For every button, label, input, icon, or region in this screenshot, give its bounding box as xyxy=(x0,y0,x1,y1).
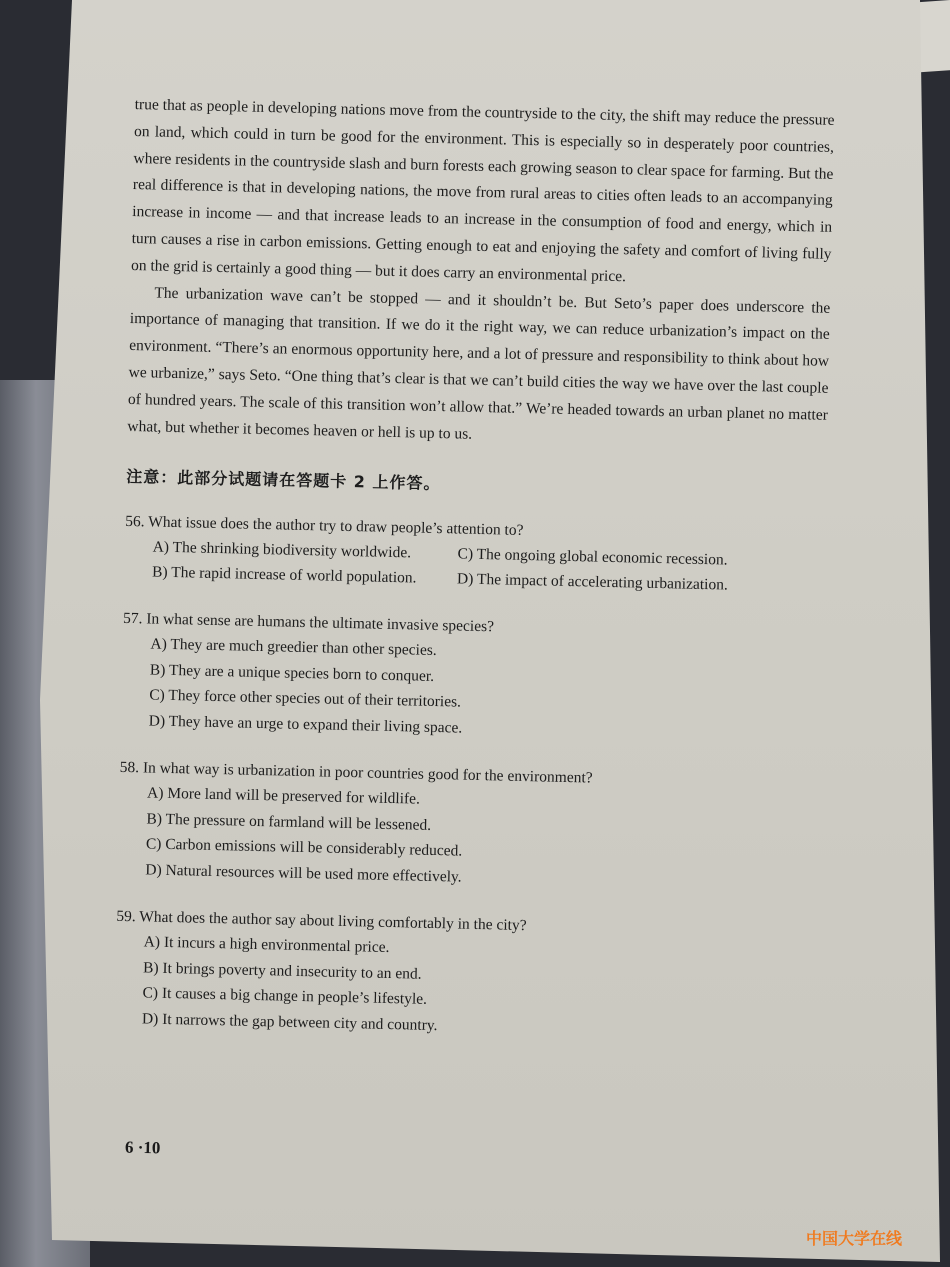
option-a: A) They are much greedier than other species. xyxy=(150,635,437,660)
passage-paragraph-2: The urbanization wave can’t be stopped — and it shouldn’t be. But Seto’s paper does underscore the importance of managing that transition. If we do it the right way, we can reduce urbanization’s impact on the environment. “There’s an enormous opportunity here, and a lot of pressure and responsibility to think about how we urbanize,” says Seto. “One thing that’s clear is that we can’t build cities the way we have over the last couple of hundred years. The scale of this transition won’t allow that.” We’re headed towards an urban planet no matter what, but whether it becomes heaven or hell is up to us. xyxy=(127,284,831,443)
page-number: 6 ·10 xyxy=(124,1137,161,1158)
page-content xyxy=(114,92,835,1047)
option-c: C) The ongoing global economic recession. xyxy=(457,545,728,569)
option-a: A) The shrinking biodiversity worldwide. xyxy=(152,538,412,562)
question-59 xyxy=(114,904,817,1047)
question-stem: 59. What does the author say about living comfortably in the city? xyxy=(116,908,527,935)
option-a: A) More land will be preserved for wildlife. xyxy=(146,784,421,809)
option-b: B) The rapid increase of world population. xyxy=(151,563,417,587)
option-c: C) Carbon emissions will be considerably reduced. xyxy=(145,835,463,860)
option-a: A) It incurs a high environmental price. xyxy=(143,933,390,957)
option-d: D) Natural resources will be used more effectively. xyxy=(145,861,462,886)
option-c: C) It causes a big change in people’s lifestyle. xyxy=(142,984,428,1009)
option-b: B) The pressure on farmland will be lessened. xyxy=(146,810,432,834)
question-56 xyxy=(124,509,826,600)
option-b: B) It brings poverty and insecurity to an end. xyxy=(142,959,422,983)
question-options xyxy=(148,632,822,749)
question-options xyxy=(142,930,816,1047)
question-stem: 58. In what way is urbanization in poor countries good for the environment? xyxy=(119,759,593,787)
question-stem: 57. In what sense are humans the ultimate invasive species? xyxy=(122,610,495,636)
option-d: D) It narrows the gap between city and country. xyxy=(141,1010,438,1034)
site-watermark: 中国大学在线 xyxy=(806,1229,903,1248)
option-c: C) They force other species out of their territories. xyxy=(149,686,462,711)
answer-sheet-notice: 注意：此部分试题请在答题卡 2 上作答。 xyxy=(126,467,441,494)
option-d: D) The impact of accelerating urbanization. xyxy=(456,570,728,594)
passage-paragraph-1: true that as people in developing nations move from the countryside to the city, the shift may reduce the pressure on land, which could in turn be good for the environment. This is especially so in desperately poor countries, where residents in the countryside slash and burn forests each growing season to clear space for farming. But the real difference is that in developing nations, the move from rural areas to cities often leads to an accompanying increase in income — and that increase leads to an increase in the consumption of food and energy, which in turn causes a rise in carbon emissions. Getting enough to eat and enjoying the safety and comfort of living fully on the grid is certainly a good thing — but it does carry an environmental price. xyxy=(130,95,835,285)
option-d: D) They have an urge to expand their living space. xyxy=(148,712,463,737)
option-b: B) They are a unique species born to conquer. xyxy=(149,661,435,685)
question-58 xyxy=(117,755,820,898)
question-options xyxy=(145,781,819,898)
question-57 xyxy=(120,606,823,749)
question-stem: 56. What issue does the author try to draw people’s attention to? xyxy=(125,513,524,540)
